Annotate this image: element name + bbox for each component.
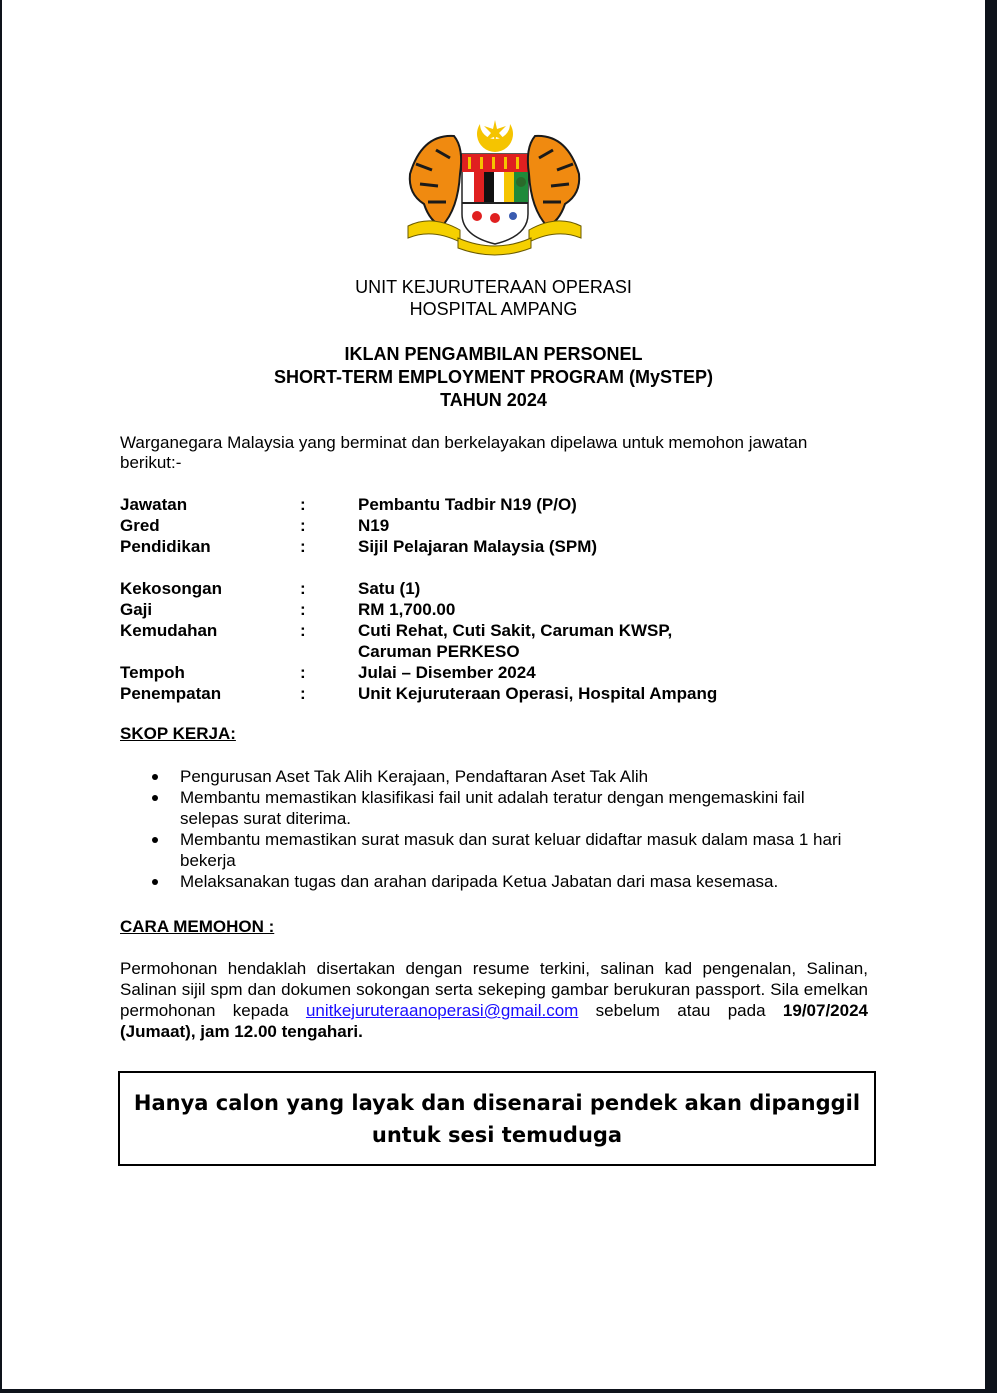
detail-row-tempoh	[120, 662, 878, 683]
notice-line-2: untuk sesi temuduga	[371, 1122, 623, 1147]
detail-value: Satu (1)	[358, 579, 421, 598]
section-heading-skop-kerja: SKOP KERJA:	[120, 724, 236, 743]
detail-separator: :	[300, 537, 306, 556]
org-line-1: UNIT KEJURUTERAAN OPERASI	[355, 277, 632, 297]
detail-row-gred	[120, 515, 878, 536]
detail-label: Kemudahan	[120, 621, 218, 640]
detail-row-pendidikan	[120, 536, 878, 557]
bullet-icon	[152, 837, 158, 843]
section-heading-cara-memohon: CARA MEMOHON :	[120, 917, 275, 936]
title-line-3: TAHUN 2024	[440, 390, 547, 410]
detail-label: Penempatan	[120, 684, 222, 703]
list-item	[120, 829, 865, 871]
title-line-2: SHORT-TERM EMPLOYMENT PROGRAM (MySTEP)	[273, 367, 713, 387]
instructions-text-after: sebelum atau pada	[578, 1001, 783, 1020]
detail-value: Sijil Pelajaran Malaysia (SPM)	[358, 537, 598, 556]
job-details-secondary	[120, 578, 878, 704]
detail-label: Jawatan	[120, 495, 188, 514]
detail-separator: :	[300, 621, 306, 640]
instructions-text: Permohonan hendaklah disertakan dengan resume terkini, salinan kad pengenalan, Salinan, Salinan sijil spm dan dokumen sokongan serta sekeping gambar berukuran passport. Sila emelkan permohonan kepada	[120, 959, 868, 1020]
detail-label: Pendidikan	[120, 537, 211, 556]
detail-separator: :	[300, 663, 306, 682]
list-item-text: Pengurusan Aset Tak Alih Kerajaan, Pendaftaran Aset Tak Alih	[180, 767, 649, 786]
list-item	[120, 766, 865, 787]
bullet-icon	[152, 774, 158, 780]
detail-label: Gred	[120, 516, 160, 535]
detail-separator: :	[300, 495, 306, 514]
detail-label: Tempoh	[120, 663, 185, 682]
detail-label: Kekosongan	[120, 579, 223, 598]
application-instructions	[120, 958, 868, 1042]
list-item-text: Membantu memastikan klasifikasi fail unit adalah teratur dengan mengemaskini fail selepas surat diterima.	[180, 788, 805, 828]
detail-row-gaji	[120, 599, 878, 620]
detail-value: Cuti Rehat, Cuti Sakit, Caruman KWSP, Caruman PERKESO	[358, 621, 673, 661]
detail-value: N19	[358, 516, 390, 535]
detail-separator: :	[300, 516, 306, 535]
bullet-icon	[152, 879, 158, 885]
detail-value: RM 1,700.00	[358, 600, 456, 619]
bullet-icon	[152, 795, 158, 801]
org-line-2: HOSPITAL AMPANG	[409, 299, 578, 319]
title-line-1: IKLAN PENGAMBILAN PERSONEL	[344, 344, 643, 364]
notice-line-1: Hanya calon yang layak dan disenarai pendek akan dipanggil	[133, 1090, 861, 1115]
organization-name	[2, 276, 985, 320]
shortlist-notice-box	[118, 1071, 876, 1166]
detail-value: Unit Kejuruteraan Operasi, Hospital Ampang	[358, 684, 718, 703]
list-item-text: Membantu memastikan surat masuk dan surat keluar didaftar masuk dalam masa 1 hari bekerja	[180, 830, 842, 870]
detail-value: Julai – Disember 2024	[358, 663, 536, 682]
detail-row-penempatan	[120, 683, 878, 704]
intro-paragraph: Warganegara Malaysia yang berminat dan berkelayakan dipelawa untuk memohon jawatan berikut:-	[120, 433, 808, 472]
detail-row-kekosongan	[120, 578, 878, 599]
detail-value: Pembantu Tadbir N19 (P/O)	[358, 495, 577, 514]
detail-row-kemudahan	[120, 620, 878, 662]
detail-row-jawatan	[120, 494, 878, 515]
detail-label: Gaji	[120, 600, 153, 619]
document-title	[2, 343, 985, 412]
list-item-text: Melaksanakan tugas dan arahan daripada Ketua Jabatan dari masa kesemasa.	[180, 872, 779, 891]
scope-list	[120, 766, 865, 892]
detail-separator: :	[300, 579, 306, 598]
deadline-text: 19/07/2024 (Jumaat), jam 12.00 tengahari.	[120, 1001, 868, 1041]
list-item	[120, 787, 865, 829]
detail-separator: :	[300, 684, 306, 703]
coat-of-arms-icon	[402, 114, 587, 256]
document-page	[2, 0, 985, 1389]
email-link[interactable]: unitkejuruteraanoperasi@gmail.com	[305, 1001, 579, 1020]
list-item	[120, 871, 865, 892]
detail-separator: :	[300, 600, 306, 619]
job-details-primary	[120, 494, 878, 557]
